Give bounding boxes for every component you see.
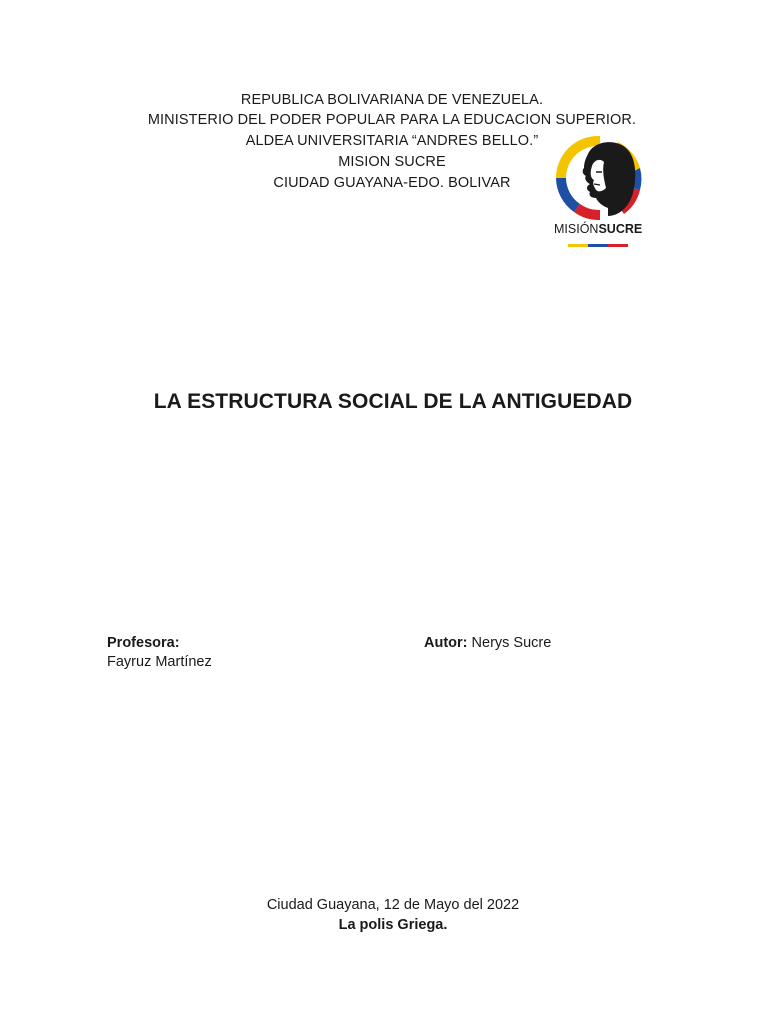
professor-name: Fayruz Martínez [107, 654, 212, 670]
logo-wordmark [554, 222, 650, 236]
mision-sucre-logo [548, 128, 652, 254]
logo-text-mision: MISIÓN [554, 222, 599, 236]
logo-text-sucre: SUCRE [598, 222, 643, 236]
header-line-ministry: MINISTERIO DEL PODER POPULAR PARA LA EDUCACION SUPERIOR. [147, 112, 637, 128]
place-date: Ciudad Guayana, 12 de Mayo del 2022 [266, 897, 520, 913]
author-name: Nerys Sucre [471, 635, 552, 651]
document-title: LA ESTRUCTURA SOCIAL DE LA ANTIGUEDAD [153, 390, 633, 413]
author-label: Autor: [424, 635, 468, 651]
header-line-republic: REPUBLICA BOLIVARIANA DE VENEZUELA. [240, 92, 544, 108]
header-line-city: CIUDAD GUAYANA-EDO. BOLIVAR [273, 175, 511, 191]
author-block [424, 634, 551, 653]
header-line-mision: MISION SUCRE [338, 154, 446, 170]
professor-label: Profesora: [107, 635, 180, 651]
header-line-aldea: ALDEA UNIVERSITARIA “ANDRES BELLO.” [245, 133, 539, 149]
professor-block [107, 634, 212, 672]
document-subtitle: La polis Griega. [338, 917, 448, 933]
